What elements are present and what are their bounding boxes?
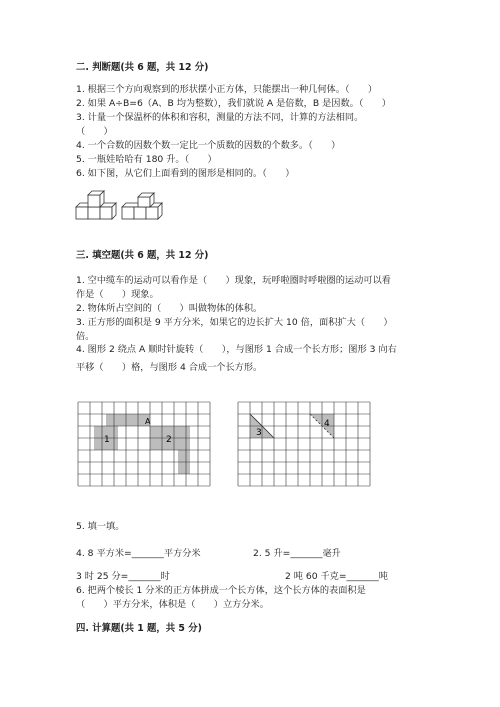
section-title-fill: 三. 填空题(共 6 题，共 12 分)	[76, 250, 209, 261]
judge-question-3-blank: （ ）	[76, 126, 113, 137]
cube-figures	[70, 193, 170, 229]
judge-question-3: 3. 计量一个保温杯的体积和容积，测量的方法不同，计算的方法相同。	[76, 112, 364, 123]
fill-question-1-cont: 作是（ ）现象。	[76, 289, 159, 300]
judge-question-5: 5. 一瓶娃哈哈有 180 升。（ ）	[76, 154, 217, 165]
shape-3-label: 3	[256, 428, 262, 438]
fill-question-1: 1. 空中缆车的运动可以看作是（ ）现象，玩呼啦圈时呼啦圈的运动可以看	[76, 275, 391, 286]
fill-question-4-cont: 平移（ ）格，与图形 4 合成一个长方形。	[76, 362, 263, 373]
shape-1	[94, 414, 150, 450]
point-a-label: A	[145, 417, 151, 426]
fill-question-6: 6. 把两个棱长 1 分米的正方体拼成一个长方体，这个长方体的表面积是	[76, 585, 366, 596]
conversion-area-sq-m: 4. 8 平方米=_______平方分米	[76, 548, 201, 559]
fill-question-3: 3. 正方形的面积是 9 平方分米，如果它的边长扩大 10 倍，面积扩大（ ）	[76, 317, 393, 328]
shape-1-label: 1	[104, 435, 110, 445]
judge-question-1: 1. 根据三个方向观察到的形状摆小正方体，只能摆出一种几何体。（ ）	[76, 84, 378, 95]
conversion-tons: 2 吨 60 千克=_______吨	[285, 571, 388, 582]
fill-question-2: 2. 物体所占空间的（ ）叫做物体的体积。	[76, 303, 263, 314]
fill-question-5: 5. 填一填。	[76, 521, 125, 532]
judge-question-2: 2. 如果 A÷B=6（A、B 均为整数），我们就说 A 是倍数，B 是因数。（ ）	[76, 98, 391, 109]
shape-4-label: 4	[324, 419, 330, 429]
fill-question-6-cont: （ ）平方分米，体积是（ ）立方分米。	[76, 599, 269, 610]
section-title-calc: 四. 计算题(共 1 题，共 5 分)	[76, 623, 202, 634]
section-title-judge: 二. 判断题(共 6 题，共 12 分)	[76, 62, 209, 73]
fill-question-3-cont: 倍。	[76, 331, 95, 342]
fill-question-4: 4. 图形 2 绕点 A 顺时针旋转（ ），与图形 1 合成一个长方形；图形 3 向右	[76, 344, 397, 355]
grid-right	[238, 402, 370, 486]
shape-2-label: 2	[166, 435, 172, 445]
judge-question-4: 4. 一个合数的因数个数一定比一个质数的因数的个数多。（ ）	[76, 140, 341, 151]
conversion-liters: 2. 5 升=_______毫升	[253, 548, 341, 559]
rotation-translation-grid-figure	[78, 402, 418, 492]
judge-question-6: 6. 如下图，从它们上面看到的图形是相同的。（ ）	[76, 168, 295, 179]
conversion-hours: 3 时 25 分=_______时	[76, 571, 170, 582]
